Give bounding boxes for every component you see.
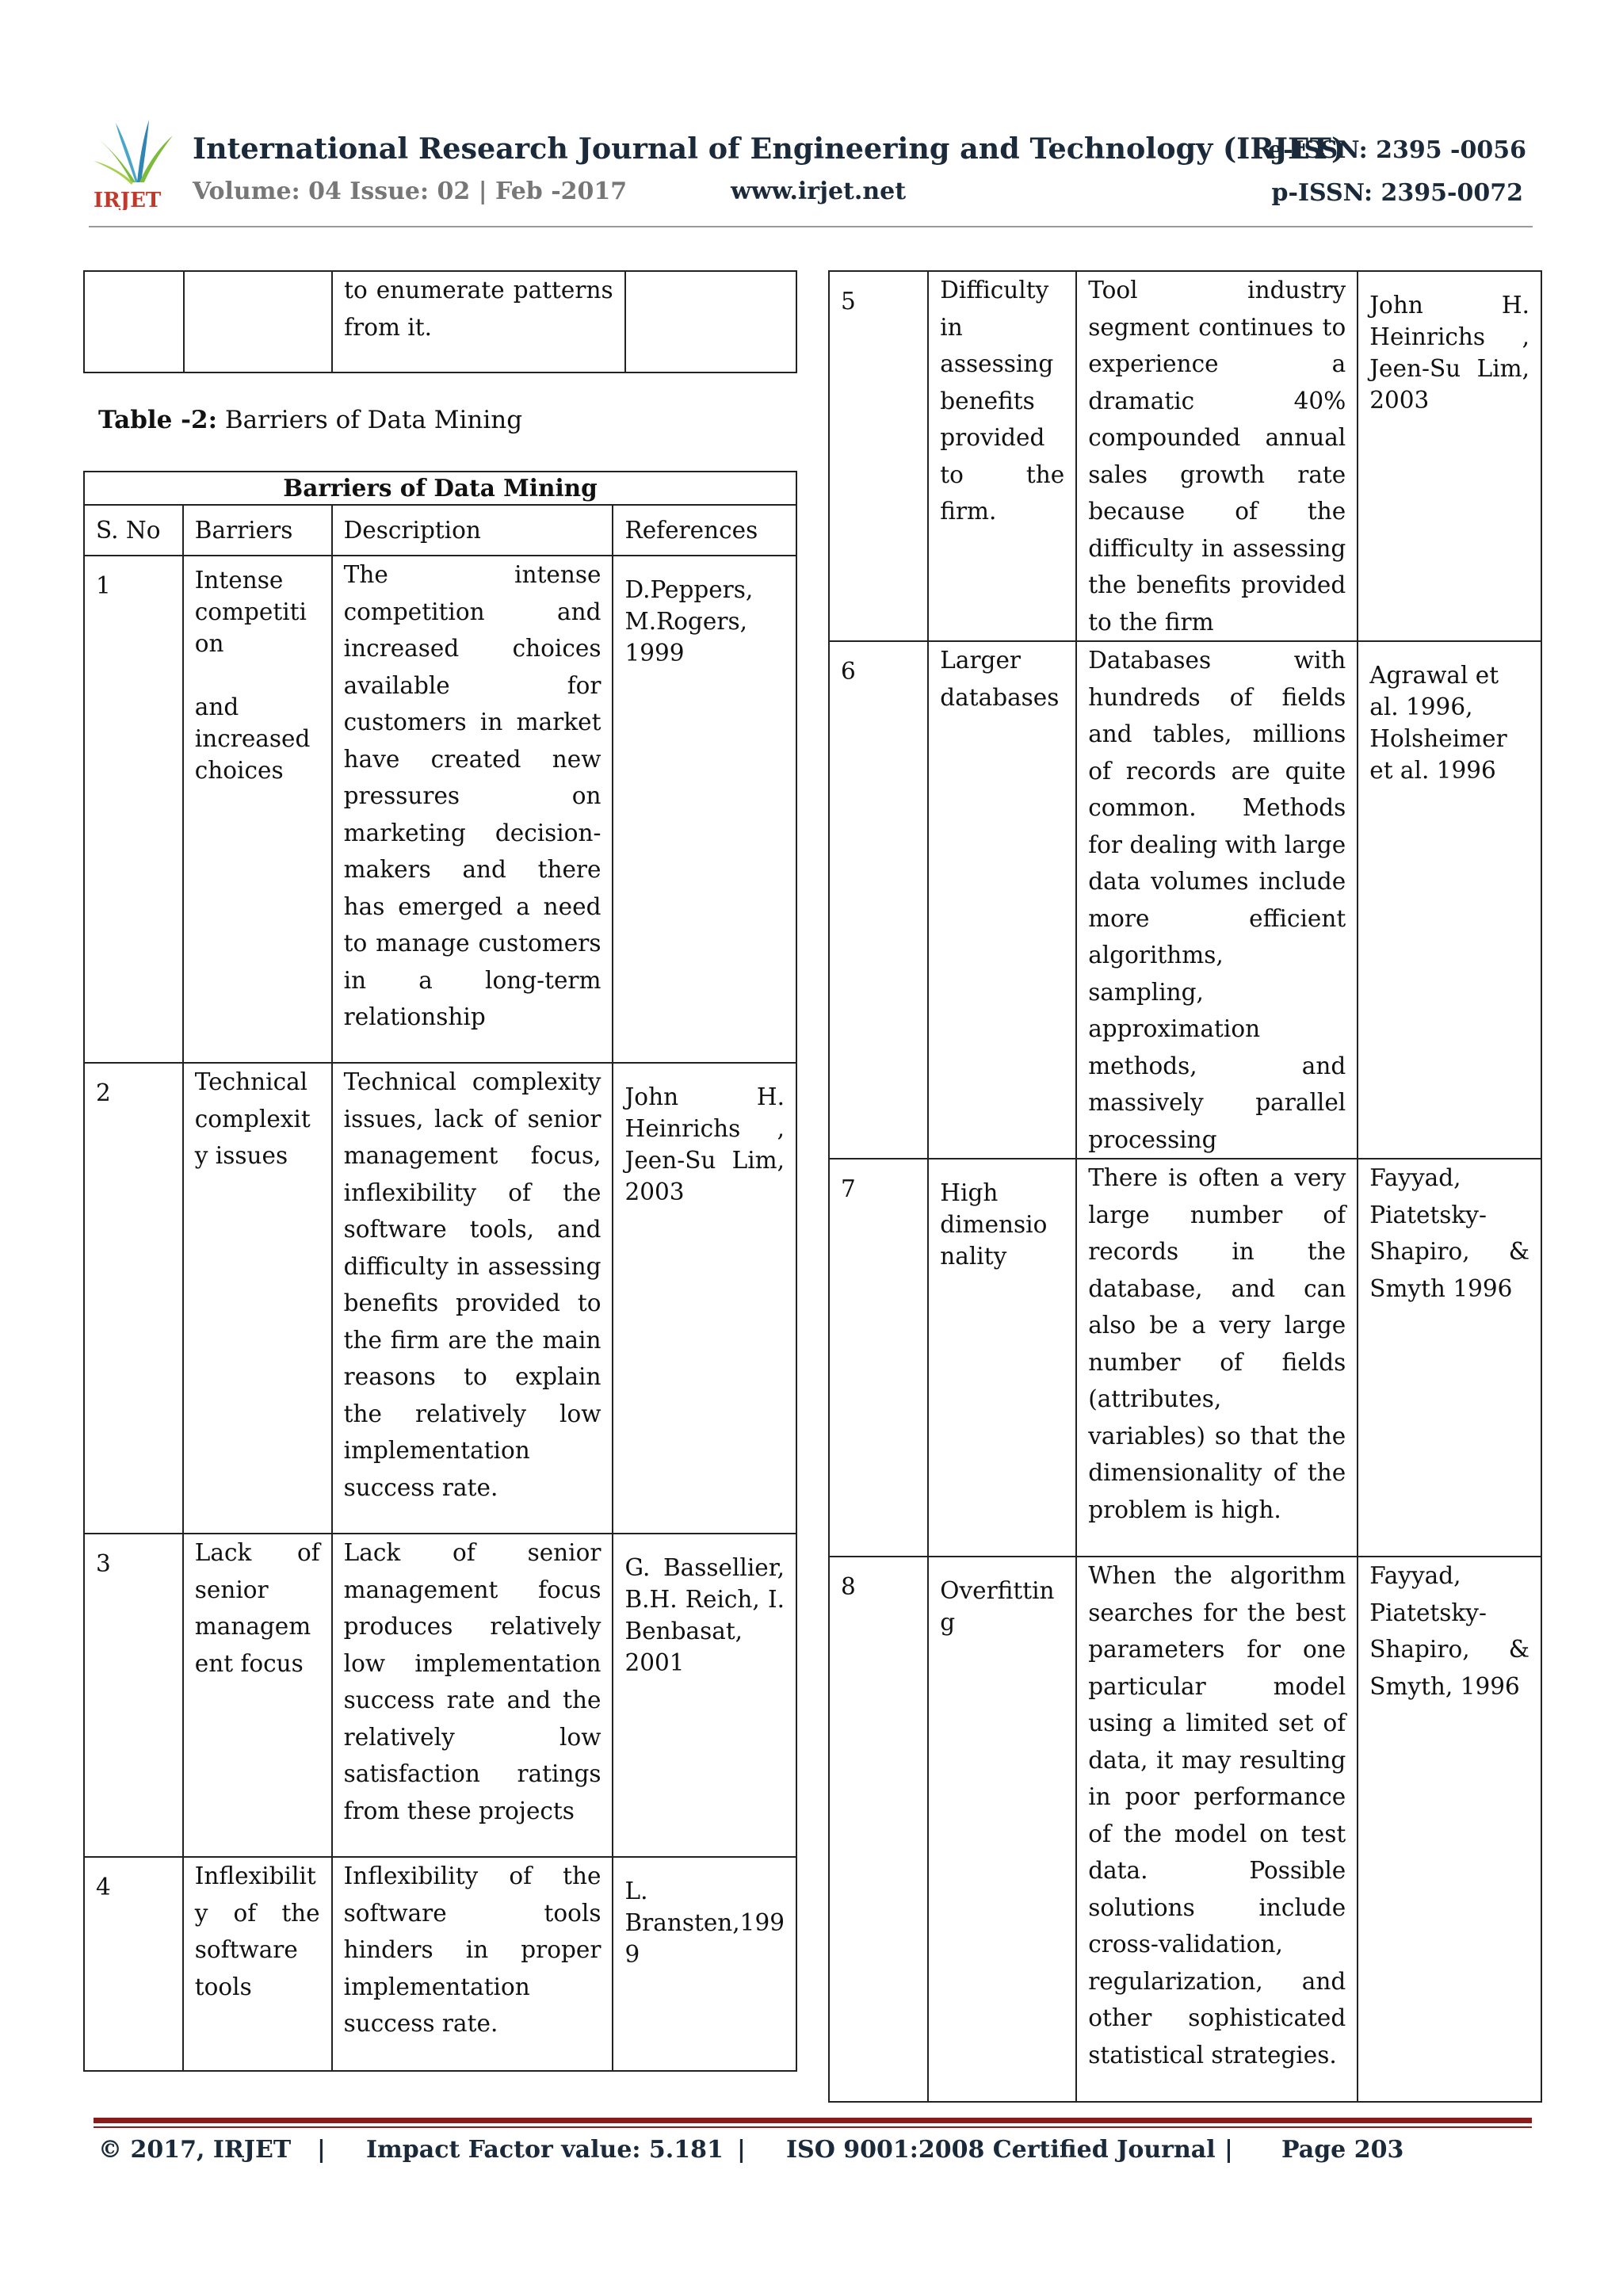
row-barrier: High dimensio nality (928, 1159, 1076, 1557)
row-barrier: Lack of senior managem ent focus (183, 1534, 332, 1857)
row-barrier: Intense competiti on and increased choices (183, 556, 332, 1063)
footer-impact-factor: Impact Factor value: 5.181 (366, 2136, 724, 2164)
header-divider (89, 226, 1533, 227)
cont-cell-references (625, 271, 796, 372)
row-references: D.Peppers, M.Rogers, 1999 (613, 556, 796, 1063)
table-title: Barriers of Data Mining (84, 472, 796, 505)
row-barrier: Larger databases (928, 641, 1076, 1159)
row-description: When the algorithm searches for the best parameters for one particular model using a limited set of data, it may resulting in poor performance of the model on test data. Possible solutions include cross-validation, regularization, and other sophisticated statistical strategies. (1076, 1557, 1358, 2102)
eissn: e-ISSN: 2395 -0056 (1267, 136, 1526, 164)
barriers-table-right (828, 270, 1542, 2103)
footer-separator: | (1224, 2136, 1233, 2164)
row-references: G. Bassellier, B.H. Reich, I. Benbasat, 2001 (613, 1534, 796, 1857)
col-header-sno: S. No (84, 505, 183, 556)
row-no: 2 (84, 1063, 183, 1534)
pissn: p-ISSN: 2395-0072 (1271, 179, 1523, 207)
cont-cell-no (84, 271, 184, 372)
col-header-description: Description (332, 505, 613, 556)
row-barrier: Overfittin g (928, 1557, 1076, 2102)
row-references: L. Bransten,199 9 (613, 1857, 796, 2071)
row-description: Databases with hundreds of fields and tables, millions of records are quite common. Methods for dealing with large data volumes include more efficient algorithms, sampling, approximation methods, and massively parallel processing (1076, 641, 1358, 1159)
row-no: 5 (829, 271, 928, 641)
row-no: 7 (829, 1159, 928, 1557)
row-description: Tool industry segment continues to experience a dramatic 40% compounded annual sales growth rate because of the difficulty in assessing the benefits provided to the firm (1076, 271, 1358, 641)
row-description: Inflexibility of the software tools hinders in proper implementation success rate. (332, 1857, 613, 2071)
row-description: Lack of senior management focus produces relatively low implementation success rate and the relatively low satisfaction ratings from these projects (332, 1534, 613, 1857)
volume-issue: Volume: 04 Issue: 02 | Feb -2017 (193, 178, 628, 205)
row-references: John H. Heinrichs , Jeen-Su Lim, 2003 (613, 1063, 796, 1534)
row-no: 3 (84, 1534, 183, 1857)
row-no: 4 (84, 1857, 183, 2071)
irjet-logo (92, 115, 179, 210)
barriers-table-left (83, 471, 797, 2072)
caption-label: Table -2: (98, 406, 218, 434)
row-references: Agrawal et al. 1996, Holsheimer et al. 1996 (1358, 641, 1541, 1159)
row-references: Fayyad, Piatetsky-Shapiro, & Smyth, 1996 (1358, 1557, 1541, 2102)
footer-page-number: Page 203 (1281, 2136, 1404, 2164)
cont-cell-barrier (184, 271, 332, 372)
row-description: There is often a very large number of records in the database, and can also be a very large number of fields (attributes, variables) so that the dimensionality of the problem is high. (1076, 1159, 1358, 1557)
col-header-barriers: Barriers (183, 505, 332, 556)
row-no: 6 (829, 641, 928, 1159)
col-header-references: References (613, 505, 796, 556)
table-caption (98, 406, 522, 434)
row-references: John H. Heinrichs , Jeen-Su Lim, 2003 (1358, 271, 1541, 641)
footer-separator: | (317, 2136, 326, 2164)
row-references: Fayyad, Piatetsky-Shapiro, & Smyth 1996 (1358, 1159, 1541, 1557)
row-barrier: Inflexibilit y of the software tools (183, 1857, 332, 2071)
cont-cell-description: to enumerate patterns from it. (332, 271, 624, 372)
footer-separator: | (737, 2136, 746, 2164)
row-no: 1 (84, 556, 183, 1063)
caption-text: Barriers of Data Mining (217, 406, 523, 434)
footer-iso: ISO 9001:2008 Certified Journal (786, 2136, 1216, 2164)
footer-copyright: © 2017, IRJET (98, 2136, 292, 2164)
footer-divider-thin (94, 2126, 1532, 2128)
journal-title: International Research Journal of Engineering and Technology (IRJET) (193, 132, 1346, 166)
row-description: Technical complexity issues, lack of senior management focus, inflexibility of the software tools, and difficulty in assessing benefits provided to the firm are the main reasons to explain the relatively low implementation success rate. (332, 1063, 613, 1534)
row-barrier: Technical complexit y issues (183, 1063, 332, 1534)
row-description: The intense competition and increased choices available for customers in market have created new pressures on marketing decision-makers and there has emerged a need to manage customers in a long-term relationship (332, 556, 613, 1063)
row-barrier: Difficulty in assessing benefits provided to the firm. (928, 271, 1076, 641)
journal-url[interactable]: www.irjet.net (731, 178, 907, 205)
footer-divider-thick (94, 2118, 1532, 2123)
logo-text: IRJET (94, 189, 162, 210)
continued-table (83, 270, 797, 373)
row-no: 8 (829, 1557, 928, 2102)
